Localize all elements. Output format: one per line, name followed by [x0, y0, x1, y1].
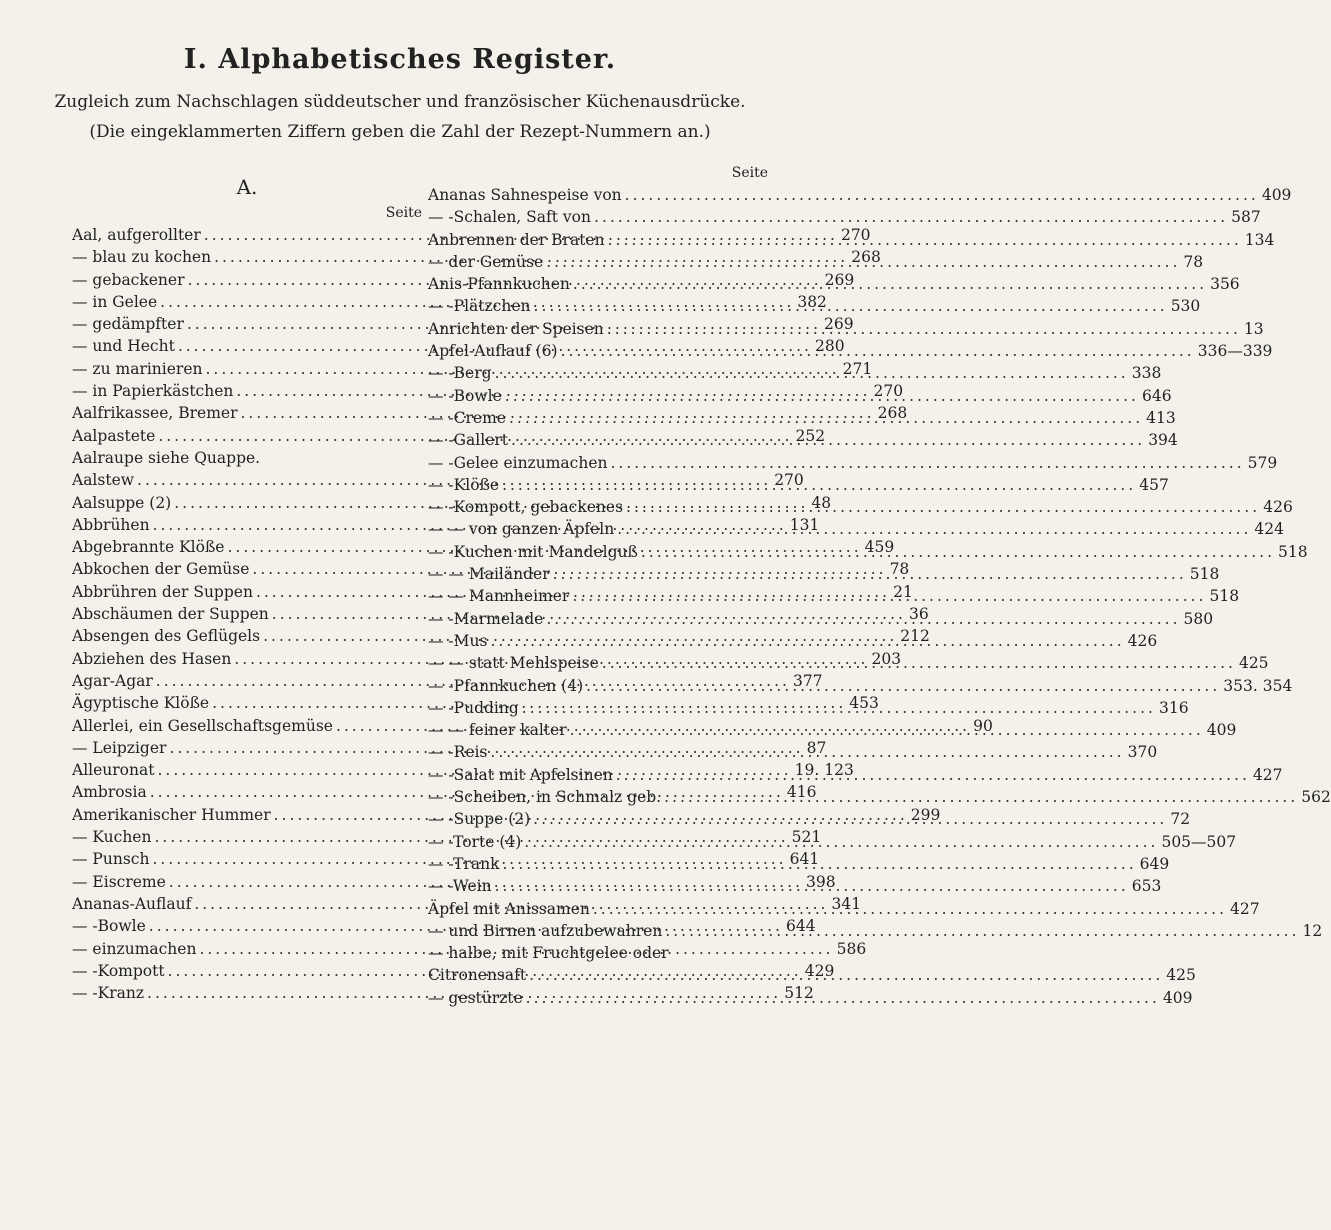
leader-dots [546, 251, 1180, 273]
leader-dots [641, 541, 1275, 563]
entry-label: — der Gemüse [428, 252, 544, 271]
entry-label: Aalstew [72, 471, 135, 490]
leader-dots [505, 385, 1139, 407]
entry-page: 212 [900, 627, 930, 646]
entry-page: 641 [789, 850, 820, 869]
entry-label: — -Plätzchen [428, 297, 531, 316]
entry-label: — -Kuchen mit Mandelguß [428, 542, 638, 561]
entry-page: 413 [1146, 408, 1176, 427]
entry-label: — — von ganzen Äpfeln [428, 520, 615, 539]
entry-label: — und Birnen aufzubewahren [428, 921, 663, 940]
leader-dots [495, 362, 1129, 384]
entry-page: 36 [908, 605, 929, 624]
entry-label: — -Kompott, gebackenes [428, 498, 624, 517]
entry-page: 377 [792, 671, 823, 690]
entry-label: — Kuchen [72, 828, 152, 847]
entry-page: 203 [871, 649, 902, 668]
leader-dots [546, 608, 1180, 630]
entry-label: — gebackener [72, 270, 185, 289]
entry-label: — -Gallert [428, 431, 509, 450]
leader-dots [534, 295, 1168, 317]
index-entry [428, 452, 1278, 474]
entry-page: 382 [797, 292, 827, 311]
entry-page: 353. 354 [1223, 676, 1293, 695]
entry-label: Ananas-Auflauf [72, 894, 192, 913]
leader-dots [616, 764, 1250, 786]
entry-page: 453 [849, 694, 879, 713]
entry-page: 336—339 [1197, 342, 1273, 361]
entry-label: Aalsuppe (2) [72, 493, 172, 512]
entry-label: — -Scheiben, in Schmalz geb. [428, 788, 662, 807]
entry-page: 424 [1254, 520, 1284, 539]
entry-label: — -Gelee einzumachen [428, 453, 608, 472]
entry-page: 409 [1206, 721, 1237, 740]
entry-label: — -Trank [428, 854, 500, 873]
index-entry [428, 184, 1292, 206]
entry-label: — -Bowle [72, 917, 146, 936]
page-title: I. Alphabetisches Register. [183, 44, 617, 75]
entry-page: 425 [1166, 966, 1196, 985]
leader-dots [573, 273, 1207, 295]
entry-label: Ägyptische Klöße [72, 694, 210, 713]
entry-page: 457 [1139, 475, 1169, 494]
entry-label: — -Creme [428, 408, 506, 427]
section-letter: A. [236, 175, 258, 199]
entry-page: 19. 123 [794, 761, 854, 780]
entry-page: 370 [1127, 743, 1158, 762]
entry-page: 341 [831, 894, 862, 913]
leader-dots [570, 719, 1204, 741]
entry-label: Ambrosia [72, 783, 147, 802]
leader-dots [533, 808, 1167, 830]
leader-dots [665, 920, 1299, 942]
entry-label: — — statt Mehlspeise [428, 654, 599, 673]
entry-page: 269 [824, 315, 854, 334]
entry-page: 270 [873, 382, 904, 401]
entry-label: Abbrühen [72, 515, 150, 534]
entry-page: 394 [1148, 431, 1178, 450]
entry-label: — zu marinieren [72, 359, 203, 378]
entry-label: — Eiscreme [72, 872, 166, 891]
entry-label: Apfel-Auflauf (6) [428, 342, 558, 361]
entry-page: 78 [1183, 252, 1204, 271]
entry-page: 644 [785, 917, 816, 936]
leader-dots [524, 831, 1158, 853]
entry-label: — — Mailänder [428, 565, 550, 584]
entry-page: 521 [791, 828, 822, 847]
entry-page: 268 [877, 404, 908, 423]
leader-dots [593, 898, 1227, 920]
leader-dots [602, 652, 1236, 674]
leader-dots [529, 964, 1163, 986]
entry-page: 530 [1170, 297, 1201, 316]
entry-page: 398 [805, 872, 836, 891]
entry-label: — gedämpfter [72, 315, 184, 334]
entry-label: Agar-Agar [72, 671, 153, 690]
leader-dots [526, 987, 1160, 1009]
entry-page: 426 [1127, 631, 1158, 650]
entry-page: 21 [893, 582, 913, 601]
entry-page: 78 [889, 560, 910, 579]
page-column-label: Seite [731, 165, 768, 181]
entry-label: — -Suppe (2) [428, 810, 531, 829]
entry-label: Abbrühren der Suppen [72, 582, 253, 601]
entry-page: 427 [1230, 899, 1260, 918]
page-subtitle: Zugleich zum Nachschlagen süddeutscher und französischer Küchenausdrücke. [54, 92, 746, 112]
entry-label: — Leipziger [72, 738, 167, 757]
entry-page: 72 [1170, 810, 1191, 829]
entry-page: 134 [1244, 230, 1275, 249]
entry-label: — -Bowle [428, 386, 502, 405]
entry-label: — -Schalen, Saft von [428, 208, 591, 227]
entry-label: — -Torte (4) [428, 832, 522, 851]
leader-dots [490, 741, 1124, 763]
leader-dots [608, 229, 1242, 251]
entry-page: 280 [815, 337, 845, 356]
entry-page: 409 [1162, 988, 1193, 1007]
entry-label: Aalfrikassee, Bremer [72, 404, 238, 423]
entry-label: — gestürzte [428, 988, 523, 1007]
entry-page: 48 [811, 493, 832, 512]
entry-label: — halbe, mit Fruchtgelee oder [428, 944, 669, 963]
entry-label: — -Berg [428, 364, 492, 383]
entry-label: Anrichten der Speisen [428, 319, 604, 338]
entry-page: 653 [1131, 877, 1162, 896]
entry-page: 409 [1261, 186, 1292, 204]
entry-page: 429 [804, 961, 835, 980]
entry-page: 425 [1238, 654, 1269, 673]
entry-page: 518 [1209, 587, 1240, 606]
entry-page: 426 [1263, 498, 1293, 517]
entry-page: 268 [851, 248, 881, 267]
entry-page: 587 [1231, 208, 1261, 227]
entry-label: — -Pfannkuchen (4) [428, 676, 584, 695]
entry-label: — -Mus [428, 631, 488, 650]
entry-label: — -Klöße [428, 475, 500, 494]
entry-page: 416 [786, 783, 817, 802]
entry-label: — -Reis [428, 743, 488, 762]
leader-dots [553, 563, 1187, 585]
entry-label: — in Papierkästchen [72, 382, 234, 401]
entry-label: Abziehen des Hasen [72, 649, 232, 668]
leader-dots [664, 786, 1298, 808]
entry-label: — -Marmelade [428, 609, 544, 628]
leader-dots [625, 184, 1259, 206]
entry-label: Ananas Sahnespeise von [428, 186, 622, 204]
entry-label: — blau zu kochen [72, 248, 212, 267]
entry-page: 518 [1278, 542, 1308, 561]
entry-page: 579 [1247, 453, 1278, 472]
entry-page: 271 [842, 359, 873, 378]
entry-label: Anis-Pfannkuchen [428, 275, 570, 294]
entry-label: — -Salat mit Apfelsinen [428, 765, 613, 784]
entry-page: 505—507 [1161, 832, 1237, 851]
page-column-label: Seite [385, 205, 422, 221]
entry-page: 646 [1141, 386, 1172, 405]
entry-page: 87 [806, 738, 827, 757]
entry-page: 586 [836, 939, 867, 958]
entry-page: 270 [774, 471, 804, 490]
entry-label: — einzumachen [72, 939, 197, 958]
entry-page: 131 [789, 515, 820, 534]
leader-dots [607, 318, 1241, 340]
entry-page: 356 [1210, 275, 1240, 294]
entry-label: Anbrennen der Braten [428, 230, 605, 249]
entry-label: — -Kranz [72, 984, 145, 1003]
entry-page: 299 [910, 805, 941, 824]
leader-dots [586, 675, 1220, 697]
leader-dots [594, 206, 1228, 228]
entry-label: Aalraupe siehe Quappe. [72, 448, 261, 467]
leader-dots [610, 452, 1244, 474]
entry-page: 580 [1183, 609, 1214, 628]
leader-dots [509, 407, 1143, 429]
entry-label: Alleuronat [72, 761, 155, 780]
entry-label: — und Hecht [72, 337, 175, 356]
entry-page: 252 [795, 426, 826, 445]
entry-label: Absengen des Geflügels [72, 627, 261, 646]
entry-page: 518 [1189, 565, 1220, 584]
entry-page: 12 [1302, 921, 1323, 940]
index-entry [72, 447, 422, 469]
entry-label: — Punsch [72, 850, 150, 869]
leader-dots [561, 340, 1195, 362]
leader-dots [490, 630, 1124, 652]
entry-label: Abgebrannte Klöße [72, 538, 225, 557]
entry-label: Abschäumen der Suppen [72, 605, 269, 624]
entry-page: 270 [840, 226, 871, 244]
leader-dots [522, 697, 1156, 719]
entry-page: 512 [784, 984, 814, 1003]
entry-page: 649 [1139, 854, 1170, 873]
entry-page: 459 [864, 538, 895, 557]
page-note: (Die eingeklammerten Ziffern geben die Zahl der Rezept-Nummern an.) [89, 122, 711, 142]
leader-dots [572, 585, 1206, 607]
entry-page: 562 [1301, 788, 1331, 807]
entry-page: 13 [1243, 319, 1264, 338]
index-entry [428, 206, 1261, 228]
entry-label: Abkochen der Gemüse [72, 560, 250, 579]
entry-label: Amerikanischer Hummer [72, 805, 271, 824]
entry-label: Äpfel mit Anissamen [428, 899, 590, 918]
entry-label: — — feiner kalter [428, 721, 567, 740]
entry-label: Aal, aufgerollter [72, 226, 201, 244]
leader-dots [495, 875, 1129, 897]
leader-dots [502, 853, 1136, 875]
leader-dots [511, 429, 1145, 451]
entry-page: 269 [824, 270, 855, 289]
entry-label: — -Pudding [428, 698, 519, 717]
entry-label: — — Mannheimer [428, 587, 570, 606]
entry-page: 316 [1158, 698, 1189, 717]
entry-label: — -Kompott [72, 961, 165, 980]
entry-label: Allerlei, ein Gesellschaftsgemüse [72, 716, 333, 735]
leader-dots [626, 496, 1260, 518]
entry-label: Citronensaft [428, 966, 527, 985]
leader-dots [502, 474, 1136, 496]
entry-label: — -Wein [428, 877, 492, 896]
entry-page: 338 [1131, 364, 1162, 383]
entry-page: 427 [1252, 765, 1283, 784]
leader-dots [617, 518, 1251, 540]
index-entry [428, 942, 768, 964]
entry-page: 90 [973, 716, 993, 735]
entry-label: — in Gelee [72, 292, 158, 311]
entry-label: Aalpastete [72, 426, 156, 445]
